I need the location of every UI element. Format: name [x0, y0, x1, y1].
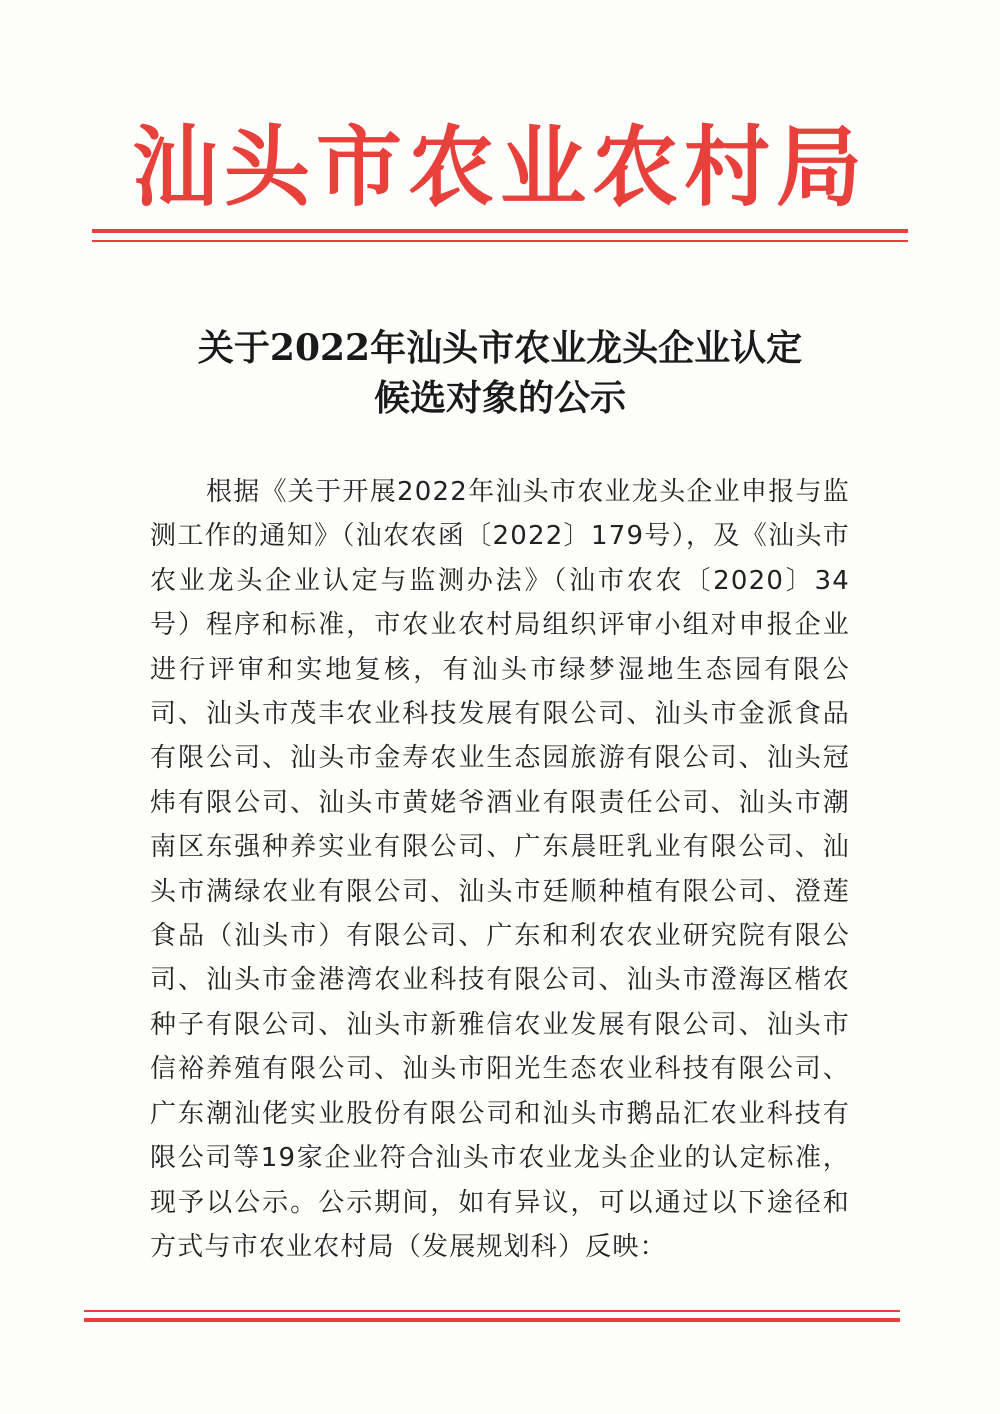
masthead-rule-thick — [92, 229, 908, 233]
masthead-rule-thin — [92, 240, 908, 242]
masthead-title: 汕头市农业农村局 — [132, 115, 868, 219]
notice-body-paragraph: 根据《关于开展2022年汕头市农业龙头企业申报与监测工作的通知》（汕农农函〔2022〕179号），及《汕头市农业龙头企业认定与监测办法》（汕市农农〔2020〕34号）程序和标准，市农业农村局组织评审小组对申报企业进行评审和实地复核，有汕头市绿梦湿地生态园有限公司、汕头市茂丰农业科技发展有限公司、汕头市金派食品有限公司、汕头市金寿农业生态园旅游有限公司、汕头冠炜有限公司、汕头市黄姥爷酒业有限责任公司、汕头市潮南区东强种养实业有限公司、广东晨旺乳业有限公司、汕头市满绿农业有限公司、汕头市廷顺种植有限公司、澄莲食品（汕头市）有限公司、广东和利农农业研究院有限公司、汕头市金港湾农业科技有限公司、汕头市澄海区楷农种子有限公司、汕头市新雅信农业发展有限公司、汕头市信裕养殖有限公司、汕头市阳光生态农业科技有限公司、广东潮汕佬实业股份有限公司和汕头市鹅品汇农业科技有限公司等19家企业符合汕头市农业龙头企业的认定标准，现予以公示。公示期间，如有异议，可以通过以下途径和方式与市农业农村局（发展规划科）反映： — [150, 477, 850, 1262]
footer-rule-thick — [84, 1318, 900, 1322]
notice-title-line-2: 候选对象的公示 — [373, 377, 626, 419]
notice-title-line-1: 关于2022年汕头市农业龙头企业认定 — [197, 327, 803, 369]
footer-rule-thin — [84, 1310, 900, 1312]
